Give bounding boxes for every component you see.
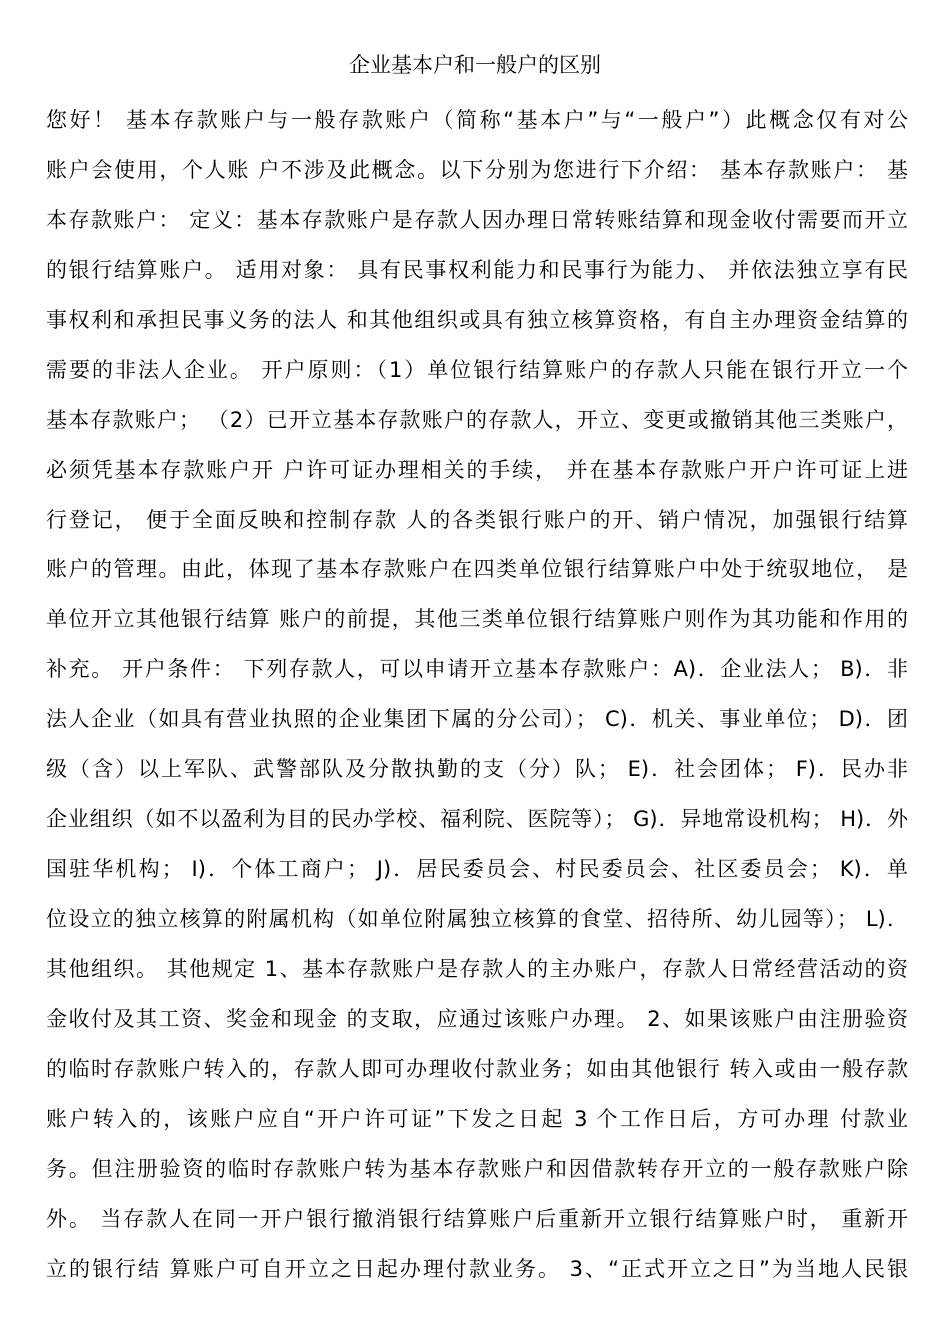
body-line: 补充。 开户条件： 下列存款人，可以申请开立基本存款账户：A)．企业法人； B)．非 <box>46 657 908 682</box>
body-line: 立的银行结 算账户可自开立之日起办理付款业务。 3、“正式开立之日”为当地人民银 <box>46 1256 908 1281</box>
body-line: 的银行结算账户。 适用对象： 具有民事权利能力和民事行为能力、 并依法独立享有民 <box>46 257 908 282</box>
body-line: 事权利和承担民事义务的法人 和其他组织或具有独立核算资格，有自主办理资金结算的 <box>46 307 908 332</box>
document-body <box>46 96 908 1295</box>
body-line: 必须凭基本存款账户开 户许可证办理相关的手续， 并在基本存款账户开户许可证上进 <box>46 457 908 482</box>
body-line: 账户转入的，该账户应自“开户许可证”下发之日起 3 个工作日后，方可办理 付款业 <box>46 1106 908 1131</box>
body-line: 本存款账户： 定义：基本存款账户是存款人因办理日常转账结算和现金收付需要而开立 <box>46 207 908 232</box>
body-line: 行登记， 便于全面反映和控制存款 人的各类银行账户的开、销户情况，加强银行结算 <box>46 507 908 532</box>
body-line: 外。 当存款人在同一开户银行撤消银行结算账户后重新开立银行结算账户时， 重新开 <box>46 1206 908 1231</box>
body-line: 企业组织（如不以盈利为目的民办学校、福利院、医院等）； G)．异地常设机构； H)．外 <box>46 807 908 832</box>
document-title: 企业基本户和一般户的区别 <box>349 53 601 77</box>
body-line: 金收付及其工资、奖金和现金 的支取，应通过该账户办理。 2、如果该账户由注册验资 <box>46 1006 908 1031</box>
body-line: 单位开立其他银行结算 账户的前提，其他三类单位银行结算账户则作为其功能和作用的 <box>46 607 908 632</box>
body-line: 需要的非法人企业。 开户原则：（1）单位银行结算账户的存款人只能在银行开立一个 <box>46 357 908 382</box>
body-line: 位设立的独立核算的附属机构（如单位附属独立核算的食堂、招待所、幼儿园等）； L)． <box>46 907 908 931</box>
body-line: 法人企业（如具有营业执照的企业集团下属的分公司）； C)．机关、事业单位； D)．团 <box>46 707 908 732</box>
body-line: 的临时存款账户转入的，存款人即可办理收付款业务；如由其他银行 转入或由一般存款 <box>46 1056 908 1081</box>
body-line: 务。但注册验资的临时存款账户转为基本存款账户和因借款转存开立的一般存款账户除 <box>46 1156 908 1181</box>
body-line: 其他组织。 其他规定 1、基本存款账户是存款人的主办账户，存款人日常经营活动的资 <box>46 956 908 981</box>
body-line: 账户的管理。由此，体现了基本存款账户在四类单位银行结算账户中处于统驭地位， 是 <box>46 557 908 582</box>
body-line: 国驻华机构； I)．个体工商户； J)．居民委员会、村民委员会、社区委员会； K)．单 <box>46 857 908 882</box>
body-line: 级（含）以上军队、武警部队及分散执勤的支（分）队； E)．社会团体； F)．民办非 <box>46 757 908 782</box>
body-line: 基本存款账户； （2）已开立基本存款账户的存款人，开立、变更或撤销其他三类账户， <box>46 407 908 432</box>
body-line: 账户会使用，个人账 户不涉及此概念。以下分别为您进行下介绍： 基本存款账户： 基 <box>46 157 908 182</box>
body-line: 您好！ 基本存款账户与一般存款账户（简称“基本户”与“一般户”）此概念仅有对公 <box>46 108 908 132</box>
